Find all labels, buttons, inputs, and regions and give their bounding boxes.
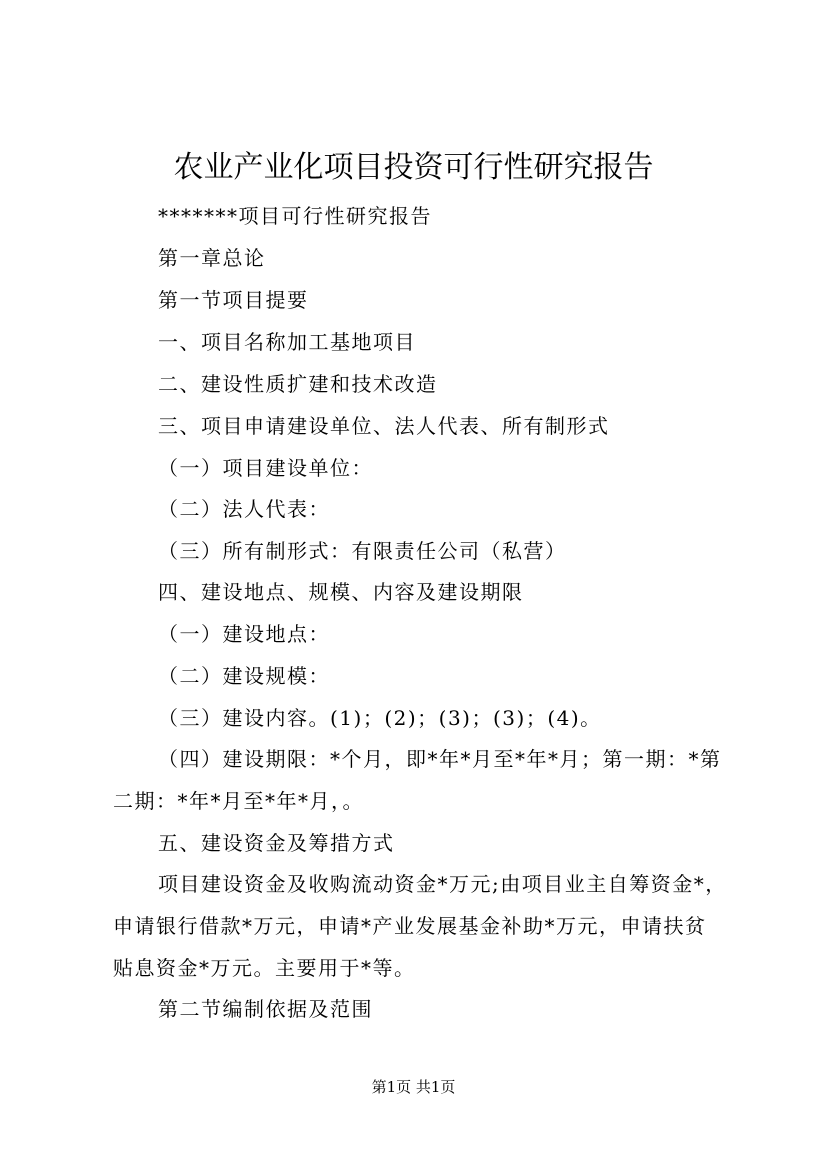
paragraph-line: 五、建设资金及筹措方式 <box>158 831 395 855</box>
paragraph-line: 二期：*年*月至*年*月，。 <box>113 789 364 813</box>
paragraph-line: 贴息资金*万元。主要用于*等。 <box>113 956 416 980</box>
paragraph-line: 二、建设性质扩建和技术改造 <box>158 372 438 396</box>
paragraph-line: 一、项目名称加工基地项目 <box>158 330 416 354</box>
paragraph-line: （二）建设规模： <box>158 664 330 688</box>
section-heading: 第二节编制依据及范围 <box>158 997 373 1021</box>
paragraph-line: 三、项目申请建设单位、法人代表、所有制形式 <box>158 414 610 438</box>
document-title: 农业产业化项目投资可行性研究报告 <box>173 150 654 185</box>
paragraph-line: （二）法人代表： <box>158 497 330 521</box>
paragraph-line: 项目建设资金及收购流动资金*万元;由项目业主自筹资金*， <box>158 872 727 896</box>
paragraph-line: （一）建设地点： <box>158 622 330 646</box>
paragraph-line: （三）所有制形式：有限责任公司（私营） <box>158 539 567 563</box>
chapter-heading: 第一章总论 <box>158 246 266 270</box>
report-subtitle-line: *******项目可行性研究报告 <box>158 204 432 228</box>
section-heading: 第一节项目提要 <box>158 288 309 312</box>
paragraph-line: 申请银行借款*万元，申请*产业发展基金补助*万元，申请扶贫 <box>113 914 707 938</box>
paragraph-line: 四、建设地点、规模、内容及建设期限 <box>158 580 524 604</box>
paragraph-line: （四）建设期限：*个月，即*年*月至*年*月；第一期：*第 <box>158 747 722 771</box>
page-number-footer: 第1页 共1页 <box>371 1078 456 1096</box>
paragraph-line: （一）项目建设单位： <box>158 456 373 480</box>
paragraph-line: （三）建设内容。(1)；(2)；(3)；(3)；(4)。 <box>158 706 602 730</box>
